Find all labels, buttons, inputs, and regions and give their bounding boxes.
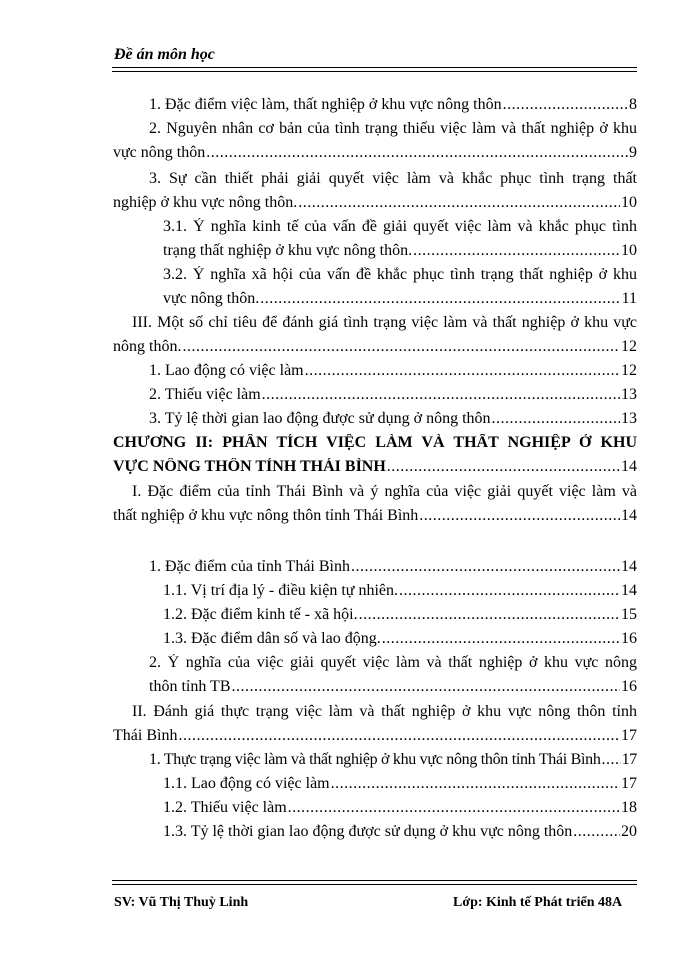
toc-entry-1-8: 1. Đặc điểm việc làm, thất nghiệp ở khu vực nông thôn ..... 8	[149, 96, 637, 119]
toc-entry-3: nghiệp ở khu vực nông thôn. ..... 10	[113, 194, 637, 217]
toc-entry-II-1-1: 1.1. Lao động có việc làm ..... 17	[163, 775, 637, 798]
toc-entry-3-1: trạng thất nghiệp ở khu vực nông thôn. ..... 10	[163, 242, 637, 265]
toc-entry-II-1-3: 1.3. Tỷ lệ thời gian lao động được sử dụng ở khu vực nông thôn ..... 20	[163, 823, 637, 846]
toc-entry-3-line1: 3. Sự cần thiết phải giải quyết việc làm và khắc phục tình trạng thất	[149, 170, 637, 187]
toc-entry-I-1: 1. Đặc điểm của tỉnh Thái Bình ..... 14	[149, 558, 637, 581]
toc-entry-I-line1: I. Đặc điểm của tỉnh Thái Bình và ý nghĩa của việc giải quyết việc làm và	[132, 483, 637, 500]
toc-entry-II: Thái Bình ..... 17	[113, 727, 637, 750]
header-title: Đề án môn học	[114, 46, 215, 63]
toc-entry-III-line1: III. Một số chỉ tiêu để đánh giá tình trạng việc làm và thất nghiệp ở khu vực	[132, 314, 637, 331]
toc-entry-2-line1: 2. Nguyên nhân cơ bản của tình trạng thiếu việc làm và thất nghiệp ở khu	[149, 120, 637, 137]
toc-entry-3-2: vực nông thôn. ..... 11	[163, 290, 637, 313]
toc-entry-I-2-line1: 2. Ý nghĩa của việc giải quyết việc làm và thất nghiệp ở khu vực nông	[149, 654, 637, 671]
footer-rule-thin	[112, 884, 637, 885]
chapter-2-heading: VỰC NÔNG THÔN TỈNH THÁI BÌNH ..... 14	[113, 458, 637, 481]
footer-rule	[112, 880, 637, 881]
toc-entry-III-2: 2. Thiếu việc làm ..... 13	[149, 386, 637, 409]
toc-entry-3-2-line1: 3.2. Ý nghĩa xã hội của vấn đề khắc phục tình trạng thất nghiệp ở khu	[163, 266, 637, 283]
toc-entry-III: nông thôn. ..... 12	[113, 338, 637, 361]
toc-entry-2-8: vực nông thôn ..... 9	[113, 144, 637, 167]
toc-entry-I-1-2: 1.2. Đặc điểm kinh tế - xã hội. ..... 15	[163, 606, 637, 629]
toc-entry-I-1-3: 1.3. Đặc điểm dân số và lao động. ..... 16	[163, 630, 637, 653]
toc-entry-I: thất nghiệp ở khu vực nông thôn tỉnh Thái Bình ..... 14	[113, 507, 637, 530]
toc-entry-I-1-1: 1.1. Vị trí địa lý - điều kiện tự nhiên. ..... 14	[163, 582, 637, 605]
header-rule	[112, 67, 637, 68]
footer-student: SV: Vũ Thị Thuỳ Linh	[114, 895, 249, 910]
toc-entry-I-2: thôn tỉnh TB ..... 16	[149, 678, 637, 701]
toc-entry-3-1-line1: 3.1. Ý nghĩa kinh tế của vấn đề giải quyết việc làm và khắc phục tình	[163, 218, 637, 235]
toc-entry-II-1-2: 1.2. Thiếu việc làm ..... 18	[163, 799, 637, 822]
chapter-2-heading-line1: CHƯƠNG II: PHÂN TÍCH VIỆC LÀM VÀ THẤT NGHIỆP Ở KHU	[113, 434, 637, 451]
toc-entry-II-line1: II. Đánh giá thực trạng việc làm và thất nghiệp ở khu vực nông thôn tỉnh	[132, 703, 637, 720]
toc-entry-III-1: 1. Lao động có việc làm ..... 12	[149, 362, 637, 385]
toc-entry-II-1: 1. Thực trạng việc làm và thất nghiệp ở khu vực nông thôn tỉnh Thái Bình ..... 17	[149, 751, 637, 774]
footer-class: Lớp: Kinh tế Phát triển 48A	[453, 895, 623, 910]
toc-entry-III-3: 3. Tỷ lệ thời gian lao động được sử dụng ở nông thôn ..... 13	[149, 410, 637, 433]
header-rule-thin	[112, 71, 637, 72]
